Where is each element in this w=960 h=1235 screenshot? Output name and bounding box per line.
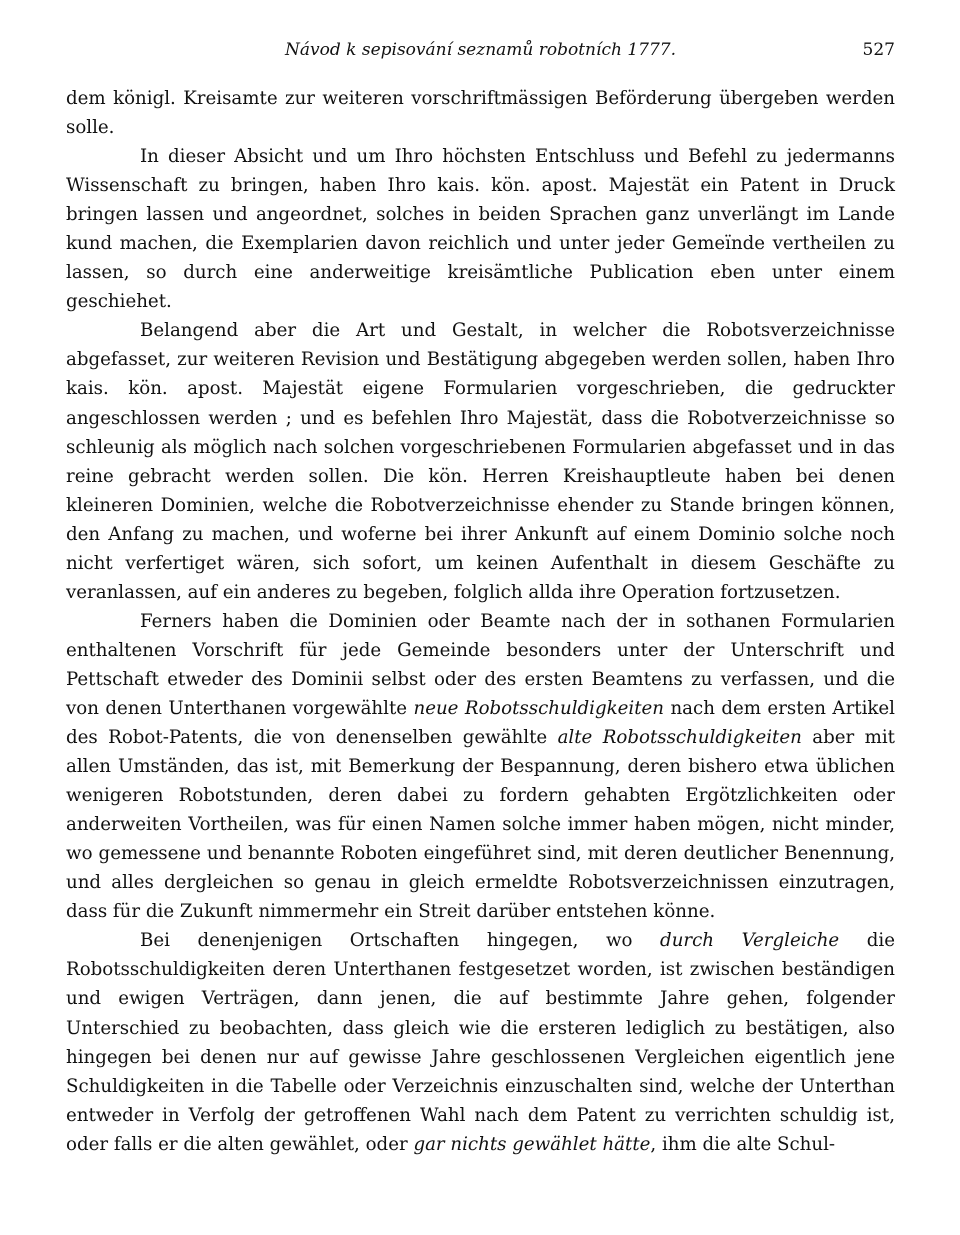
text-run: dem königl. Kreisamte zur weiteren vorschriftmässigen Beförderung übergeben werden solle. bbox=[66, 88, 895, 139]
paragraph bbox=[66, 142, 895, 316]
document-page bbox=[66, 38, 895, 1159]
italic-text-run: alte Robotsschuldigkeiten bbox=[557, 727, 802, 749]
text-run: Ferners haben die Dominien oder Beamte nach der in sothanen Formularien enthaltenen Vorschrift für jede Gemeinde besonders unter der Unterschrift und Pettschaft etweder des Dominii selbst oder des ersten Beamtens zu verfassen, und die von denen Unterthanen vorgewählte bbox=[66, 610, 895, 719]
text-run: In dieser Absicht und um Ihro höchsten Entschluss und Befehl zu jedermanns Wissenschaft zu bringen, haben Ihro kais. kön. apost. Majestät ein Patent in Druck bringen lassen und angeordnet, solches in beiden Sprachen ganz unverlängt im Lande kund machen, die Exemplarien davon reichlich und unter jeder Gemeïnde vertheilen zu lassen, so durch eine anderweitige kreisämtliche Publication eben unter einem geschiehet. bbox=[66, 146, 895, 313]
body-text bbox=[66, 84, 895, 1159]
text-run: nach dem ersten Artikel des Robot-Patents, die von denenselben gewählte bbox=[66, 697, 895, 749]
paragraph bbox=[66, 607, 895, 927]
paragraph bbox=[66, 84, 895, 142]
italic-text-run: neue Robotsschuldigkeiten bbox=[413, 697, 665, 719]
paragraph bbox=[66, 316, 895, 606]
running-head bbox=[66, 38, 895, 70]
italic-text-run: gar nichts gewählet hätte bbox=[413, 1133, 651, 1155]
page-number: 527 bbox=[862, 40, 895, 60]
text-run: , ihm die alte Schul- bbox=[650, 1133, 836, 1155]
italic-text-run: durch Vergleiche bbox=[660, 930, 840, 952]
text-run: aber mit allen Umständen, das ist, mit Bemerkung der Bespannung, deren bishero etwa üblichen wenigeren Robotstunden, deren dabei zu fordern gehabten Ergötzlichkeiten oder anderweiten Vortheilen, was für einen Namen solche immer haben mögen, nicht minder, wo gemessene und benannte Roboten eingeführet sind, mit deren deutlicher Benennung, und alles dergleichen so genau in gleich ermeldte Robotsverzeichnissen einzutragen, dass für die Zukunft nimmermehr ein Streit darüber entstehen könne. bbox=[66, 727, 895, 923]
text-run: die Robotsschuldigkeiten deren Unterthanen festgesetzet worden, ist zwischen beständigen und ewigen Verträgen, dann jenen, die auf bestimmte Jahre gehen, folgender Unterschied zu beobachten, dass gleich wie die ersteren lediglich zu bestätigen, also hingegen bei denen nur auf gewisse Jahre geschlossenen Vergleichen eigentlich jene Schuldigkeiten in die Tabelle oder Verzeichnis einzuschalten sind, welche der Unterthan entweder in Verfolg der getroffenen Wahl nach dem Patent zu verrichten schuldig ist, oder falls er die alten gewählet, oder bbox=[66, 930, 895, 1155]
paragraph bbox=[66, 926, 895, 1158]
text-run: Bei denenjenigen Ortschaften hingegen, wo bbox=[140, 930, 661, 952]
running-title: Návod k sepisování seznamů robotních 1777. bbox=[285, 40, 676, 60]
text-run: Belangend aber die Art und Gestalt, in welcher die Robotsverzeichnisse abgefasset, zur weiteren Revision und Bestätigung abgegeben werden sollen, haben Ihro kais. kön. apost. Majestät eigene Formularien vorgeschrieben, die gedruckter angeschlossen werden ; und es befehlen Ihro Majestät, dass die Robotverzeichnisse so schleunig als möglich nach solchen vorgeschriebenen Formularien abgefasset und in das reine gebracht werden sollen. Die kön. Herren Kreishauptleute haben bei denen kleineren Dominien, welche die Robotverzeichnisse ehender zu Stande bringen können, den Anfang zu machen, und woferne bei ihrer Ankunft auf einem Dominio solche noch nicht verfertiget wären, sich sofort, um keinen Aufenthalt in diesem Geschäfte zu veranlassen, auf ein anderes zu begeben, folglich allda ihre Operation fortzusetzen. bbox=[66, 320, 895, 603]
